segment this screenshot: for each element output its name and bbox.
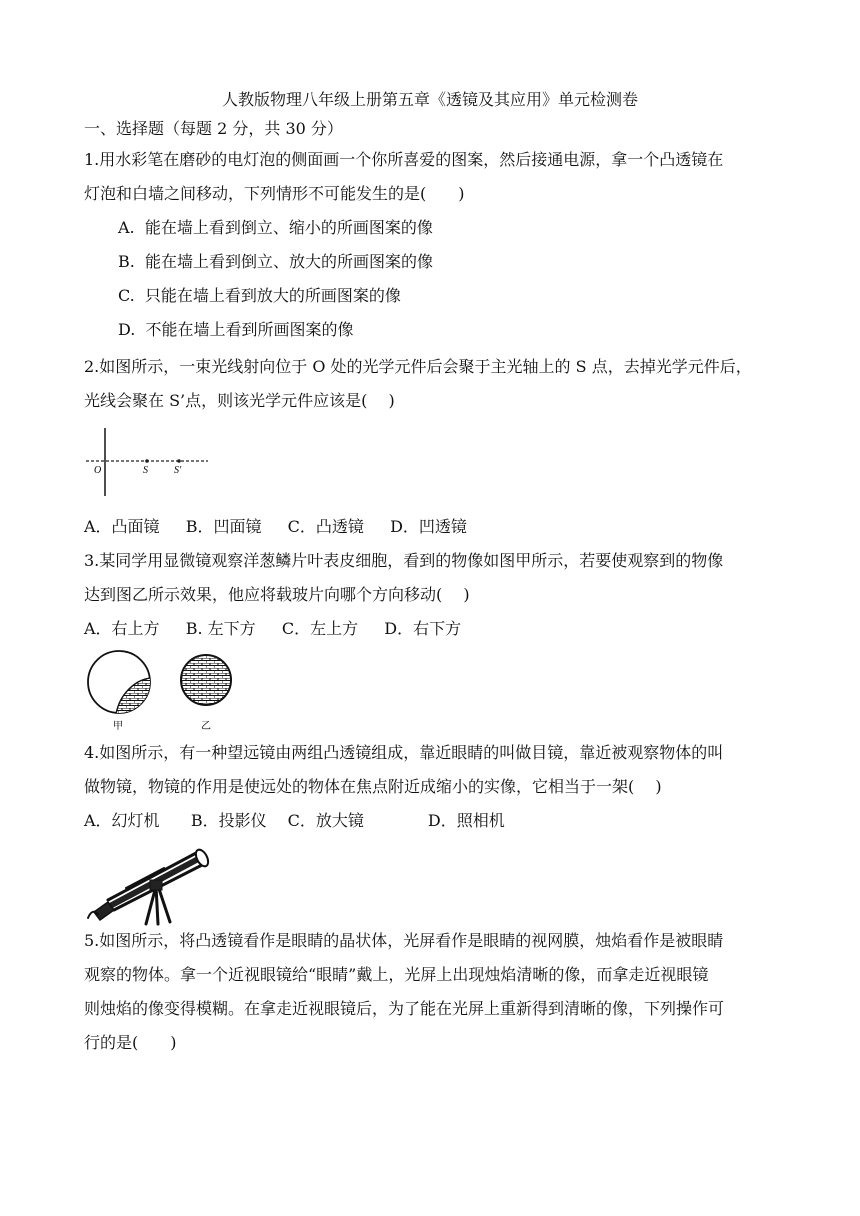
- question-1-option-c: C. 只能在墙上看到放大的所画图案的像: [118, 286, 401, 305]
- question-4-line-2: 做物镜，物镜的作用是使远处的物体在焦点附近成缩小的实像，它相当于一架( ): [84, 777, 662, 796]
- microscope-views-figure: [86, 648, 246, 732]
- question-3-options: A．右上方 B. 左下方 C．左上方 D．右下方: [84, 619, 462, 638]
- question-3-line-1: 3.某同学用显微镜观察洋葱鳞片叶表皮细胞，看到的物像如图甲所示，若要使观察到的物像: [84, 551, 724, 570]
- question-3-line-2: 达到图乙所示效果，他应将载玻片向哪个方向移动( ): [84, 585, 470, 604]
- telescope-figure: [86, 838, 221, 926]
- label-yi: 乙: [201, 721, 211, 732]
- question-5-line-1: 5.如图所示，将凸透镜看作是眼睛的晶状体，光屏看作是眼睛的视网膜，烛焰看作是被眼睛: [84, 931, 724, 950]
- point-s-dot: [145, 459, 149, 463]
- point-s-prime-dot: [177, 459, 181, 463]
- question-1-line-1: 1.用水彩笔在磨砂的电灯泡的侧面画一个你所喜爱的图案，然后接通电源，拿一个凸透镜在: [84, 150, 724, 169]
- label-jia: 甲: [113, 721, 123, 732]
- question-2-options: A．凸面镜 B．凹面镜 C．凸透镜 D．凹透镜: [84, 517, 467, 536]
- question-1-line-2: 灯泡和白墙之间移动，下列情形不可能发生的是( ): [84, 184, 465, 203]
- question-5-line-4: 行的是( ): [84, 1033, 177, 1052]
- question-2-line-2: 光线会聚在 S’点，则该光学元件应该是( ): [84, 391, 395, 410]
- label-s: S: [143, 465, 148, 476]
- optical-axis-figure: [86, 426, 216, 498]
- question-5-line-2: 观察的物体。拿一个近视眼镜给“眼睛”戴上，光屏上出现烛焰清晰的像，而拿走近视眼镜: [84, 965, 709, 984]
- question-1-option-b: B. 能在墙上看到倒立、放大的所画图案的像: [118, 252, 434, 271]
- question-5-line-3: 则烛焰的像变得模糊。在拿走近视眼镜后，为了能在光屏上重新得到清晰的像，下列操作可: [84, 999, 725, 1018]
- question-4-options: A．幻灯机 B．投影仪 C．放大镜 D．照相机: [84, 811, 505, 830]
- view-yi: [181, 655, 231, 705]
- question-4-line-1: 4.如图所示，有一种望远镜由两组凸透镜组成，靠近眼睛的叫做目镜，靠近被观察物体的叫: [84, 743, 724, 762]
- section-heading: 一、选择题（每题 2 分，共 30 分）: [84, 119, 343, 138]
- label-s-prime: S': [174, 465, 182, 476]
- question-1-option-d: D. 不能在墙上看到所画图案的像: [118, 320, 354, 339]
- view-jia: [88, 651, 152, 714]
- page-title: 人教版物理八年级上册第五章《透镜及其应用》单元检测卷: [221, 90, 638, 109]
- question-1-option-a: A. 能在墙上看到倒立、缩小的所画图案的像: [118, 218, 433, 237]
- label-o: O: [94, 465, 102, 476]
- question-2-line-1: 2.如图所示，一束光线射向位于 O 处的光学元件后会聚于主光轴上的 S 点，去掉光学元件后，: [84, 357, 752, 376]
